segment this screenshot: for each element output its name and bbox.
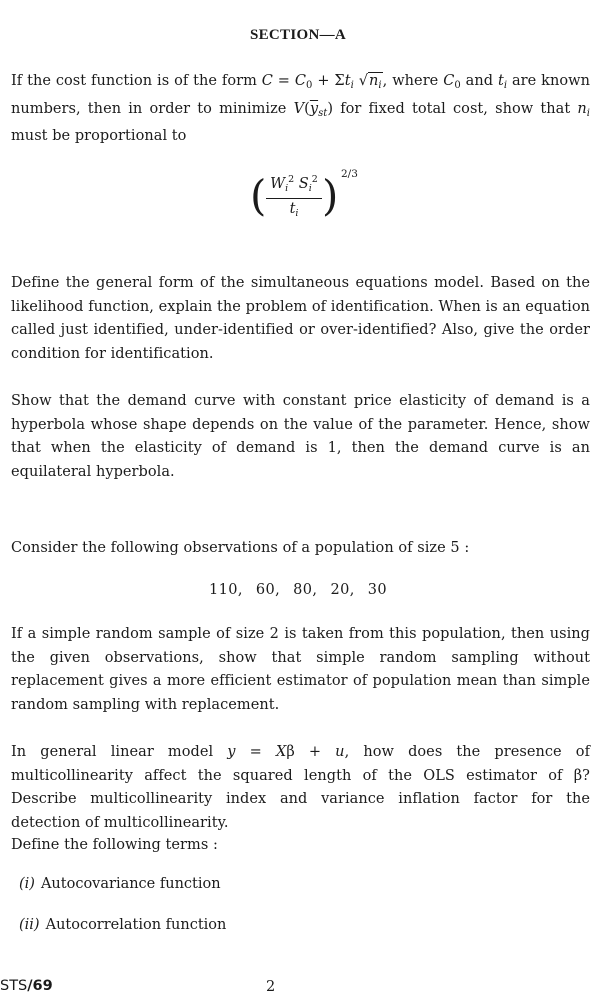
question-random-sampling: If a simple random sample of size 2 is taken from this population, then using the given observations, show that simple random sampling without replacement gives a more efficient estimator of population mean than simple random sampling with replacement.	[11, 626, 590, 713]
term-item: (ii) Autocorrelation function	[19, 917, 227, 933]
question-multicollinearity: In general linear model y = Xβ + u, how does the presence of multicollinearity affect the squared length of the OLS estimator of β? Describe multicollinearity index and variance inflation factor for the detection of multicollinearity.	[11, 744, 590, 831]
observation-value: 20,	[330, 582, 355, 598]
paper-code: STS/69	[0, 978, 53, 994]
observations-list	[0, 582, 596, 598]
question-define-terms: Define the following terms :	[11, 837, 218, 853]
question-simultaneous-equations: Define the general form of the simultaneous equations model. Based on the likelihood function, explain the problem of identification. When is an equation called just identified, under-identified or over-identified? Also, give the order condition for identification.	[11, 275, 590, 362]
observation-value: 30	[367, 582, 387, 598]
formula-exponent: 2/3	[341, 168, 358, 180]
question-cost-function: If the cost function is of the form $C = C_0 + \Sigma t_i$ $√n_i$, where $C_0$ and $t_i$ are known numbers, then in order to minimize $V(\overline{y}_{st})$ for fixed total cost, show that $n_i$ must be proportional to	[11, 73, 590, 144]
cost-function-expression: C	[261, 73, 273, 89]
page-number: 2	[266, 979, 276, 995]
observation-value: 80,	[293, 582, 318, 598]
question-demand-curve: Show that the demand curve with constant price elasticity of demand is a hyperbola whose shape depends on the value of the parameter. Hence, show that when the elasticity of demand is 1, then the demand curve is an equilateral hyperbola.	[11, 393, 590, 480]
section-title: SECTION—A	[249, 27, 347, 43]
term-item: (i) Autocovariance function	[19, 876, 221, 892]
observation-value: 110,	[208, 582, 243, 598]
question-population-intro: Consider the following observations of a population of size 5 :	[11, 540, 470, 556]
observation-value: 60,	[255, 582, 281, 598]
proportionality-formula: ( $W_i^2$ $S_i^2$ $t_i$ ) 2/3	[250, 168, 358, 220]
